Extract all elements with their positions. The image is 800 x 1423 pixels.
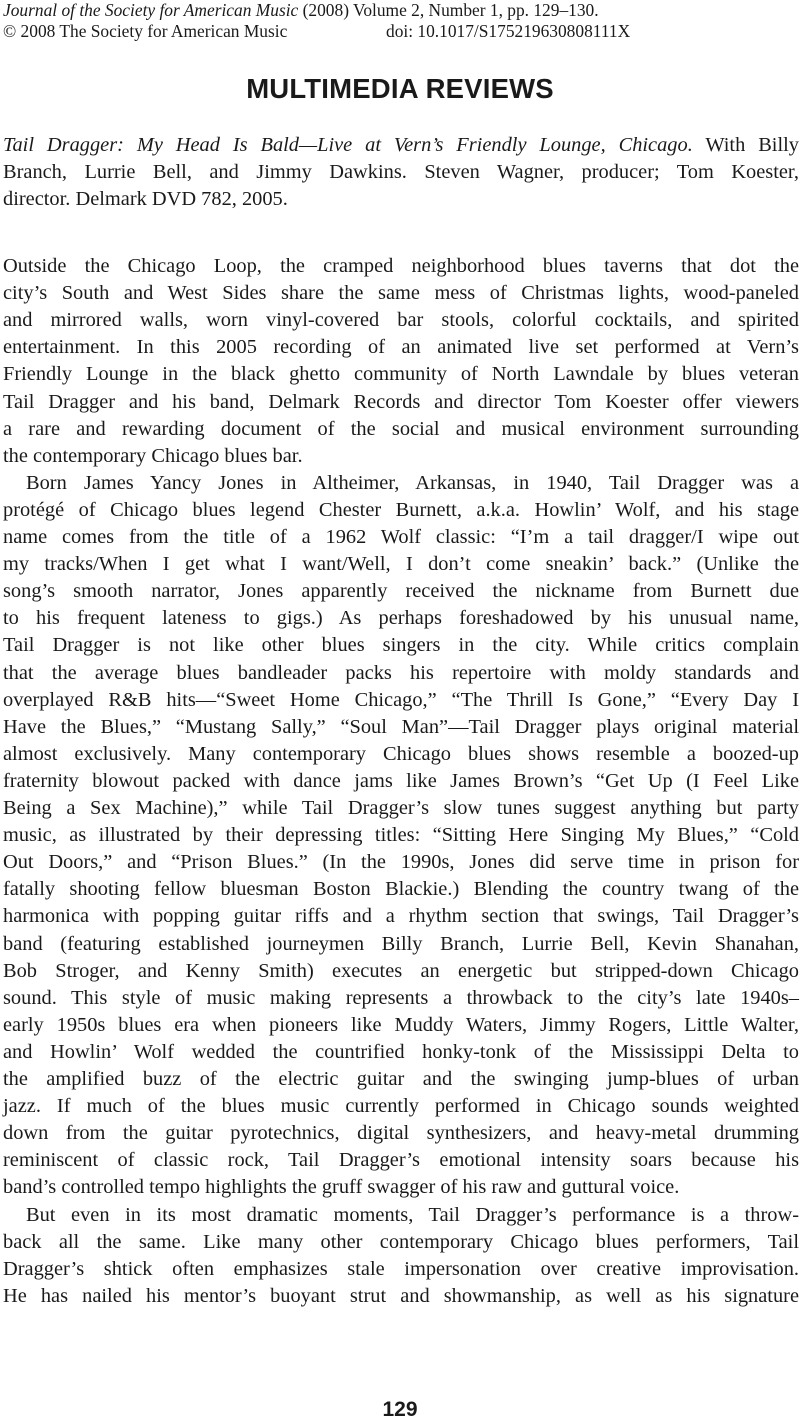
body-text-line: Out Doors,” and “Prison Blues.” (In the 1990s, Jones did serve time in prison for — [3, 851, 799, 874]
body-text-line: almost exclusively. Many contemporary Chicago blues shows resemble a boozed-up — [3, 742, 799, 765]
reviewed-work-credits: With Billy — [692, 134, 799, 156]
review-heading-line-2: Branch, Lurrie Bell, and Jimmy Dawkins. Steven Wagner, producer; Tom Koester, — [3, 161, 799, 183]
review-heading-line-1 — [3, 132, 799, 159]
body-text-line: name comes from the title of a 1962 Wolf classic: “I’m a tail dragger/I wipe out — [3, 526, 799, 548]
body-text-line: city’s South and West Sides share the same mess of Christmas lights, wood-paneled — [3, 282, 799, 305]
body-text-line: harmonica with popping guitar riffs and a rhythm section that swings, Tail Dragger’s — [3, 905, 799, 928]
body-text-line: protégé of Chicago blues legend Chester Burnett, a.k.a. Howlin’ Wolf, and his stage — [3, 498, 799, 521]
body-text-line: band’s controlled tempo highlights the gruff swagger of his raw and guttural voice. — [3, 1176, 680, 1199]
copyright-notice: © 2008 The Society for American Music — [3, 21, 288, 41]
body-text-line: reminiscent of classic rock, Tail Dragger’s emotional intensity soars because his — [3, 1149, 799, 1172]
journal-title: Journal of the Society for American Music — [3, 0, 299, 20]
body-text-line: Outside the Chicago Loop, the cramped neighborhood blues taverns that dot the — [3, 255, 799, 277]
body-text-line: the contemporary Chicago blues bar. — [3, 444, 303, 467]
body-text-line: Dragger’s shtick often emphasizes stale impersonation over creative improvisation. — [3, 1257, 799, 1280]
body-text-line: to his frequent lateness to gigs.) As perhaps foreshadowed by his unusual name, — [3, 607, 799, 630]
body-text-line: down from the guitar pyrotechnics, digital synthesizers, and heavy-metal drumming — [3, 1122, 799, 1145]
body-text-line: song’s smooth narrator, Jones apparently received the nickname from Burnett due — [3, 580, 799, 603]
body-text-line: a rare and rewarding document of the social and musical environment surrounding — [3, 417, 799, 440]
body-text-line: Being a Sex Machine),” while Tail Dragger’s slow tunes suggest anything but party — [3, 797, 799, 819]
page-number: 129 — [382, 1398, 418, 1421]
journal-citation: (2008) Volume 2, Number 1, pp. 129–130. — [302, 0, 599, 20]
body-text-line: He has nailed his mentor’s buoyant strut and showmanship, as well as his signature — [3, 1284, 799, 1307]
section-title: MULTIMEDIA REVIEWS — [246, 73, 554, 104]
body-text-line: sound. This style of music making represents a throwback to the city’s late 1940s– — [3, 986, 799, 1009]
body-text-line: Born James Yancy Jones in Altheimer, Arkansas, in 1940, Tail Dragger was a — [26, 471, 799, 494]
body-text-line: early 1950s blues era when pioneers like Muddy Waters, Jimmy Rogers, Little Walter, — [3, 1013, 799, 1036]
doi-link[interactable]: doi: 10.1017/S175219630808111X — [386, 21, 631, 41]
body-text-line: But even in its most dramatic moments, Tail Dragger’s performance is a throw- — [26, 1203, 799, 1226]
copyright-doi-line — [3, 21, 800, 42]
running-header — [3, 0, 800, 42]
body-text-line: Tail Dragger is not like other blues singers in the city. While critics complain — [3, 634, 799, 657]
body-text-line: and Howlin’ Wolf wedded the countrified honky-tonk of the Mississippi Delta to — [3, 1040, 799, 1063]
body-text-line: fatally shooting fellow bluesman Boston Blackie.) Blending the country twang of the — [3, 878, 799, 901]
body-text-line: band (featuring established journeymen Billy Branch, Lurrie Bell, Kevin Shanahan, — [3, 932, 799, 955]
body-text-line: entertainment. In this 2005 recording of an animated live set performed at Vern’s — [3, 336, 799, 359]
body-text-line: Friendly Lounge in the black ghetto community of North Lawndale by blues veteran — [3, 363, 799, 386]
body-text-line: music, as illustrated by their depressing titles: “Sitting Here Singing My Blues,” “Cold — [3, 824, 799, 847]
body-text-line: jazz. If much of the blues music currently performed in Chicago sounds weighted — [3, 1095, 799, 1118]
body-text-line: Tail Dragger and his band, Delmark Records and director Tom Koester offer viewers — [3, 390, 799, 413]
body-text-line: overplayed R&B hits—“Sweet Home Chicago,” “The Thrill Is Gone,” “Every Day I — [3, 688, 799, 711]
reviewed-work-title: Tail Dragger: My Head Is Bald—Live at Vern’s Friendly Lounge, Chicago. — [3, 134, 693, 156]
body-text-line: the amplified buzz of the electric guitar and the swinging jump-blues of urban — [3, 1068, 799, 1090]
body-text-line: my tracks/When I get what I want/Well, I don’t come sneakin’ back.” (Unlike the — [3, 553, 799, 576]
review-heading-line-3: director. Delmark DVD 782, 2005. — [3, 188, 288, 210]
journal-citation-line — [3, 0, 800, 21]
body-text-line: fraternity blowout packed with dance jams like James Brown’s “Get Up (I Feel Like — [3, 769, 799, 792]
body-text-line: back all the same. Like many other contemporary Chicago blues performers, Tail — [3, 1230, 799, 1253]
body-text-line: Bob Stroger, and Kenny Smith) executes an energetic but stripped-down Chicago — [3, 959, 799, 982]
body-text-line: Have the Blues,” “Mustang Sally,” “Soul Man”—Tail Dragger plays original material — [3, 715, 799, 738]
body-text-line: and mirrored walls, worn vinyl-covered bar stools, colorful cocktails, and spirited — [3, 309, 799, 332]
body-text-line: that the average blues bandleader packs his repertoire with moldy standards and — [3, 661, 799, 684]
